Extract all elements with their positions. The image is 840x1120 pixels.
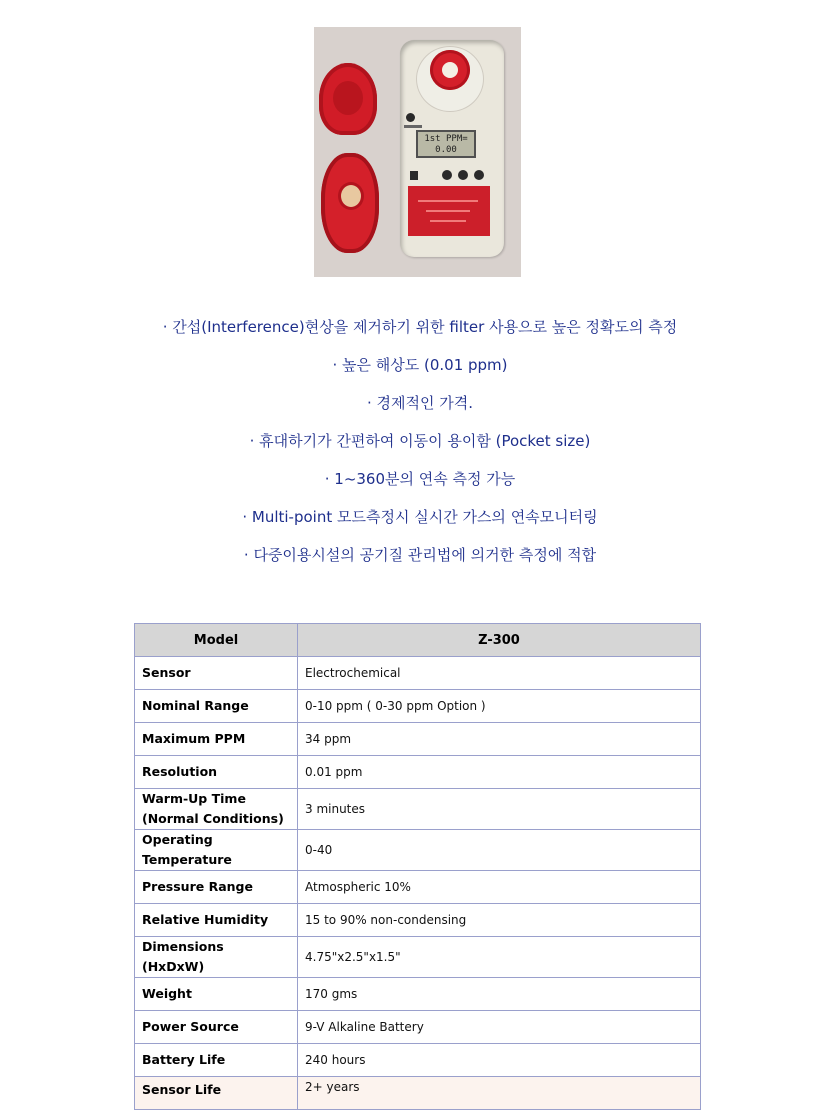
spec-label: Maximum PPM — [135, 723, 298, 756]
spec-label: Pressure Range — [135, 871, 298, 904]
feature-item: · Multi-point 모드측정시 실시간 가스의 연속모니터링 — [242, 508, 598, 526]
spec-label: Power Source — [135, 1011, 298, 1044]
spec-value: 9-V Alkaline Battery — [298, 1011, 701, 1044]
spec-value: 15 to 90% non-condensing — [298, 904, 701, 937]
power-button-icon — [406, 113, 415, 122]
spec-value: 0-40 — [298, 830, 701, 871]
filter-disc — [341, 185, 361, 207]
feature-item: · 다중이용시설의 공기질 관리법에 의거한 측정에 적합 — [243, 546, 597, 564]
feature-item: · 경제적인 가격. — [366, 394, 473, 412]
keypad-button-icon — [442, 170, 452, 180]
keypad-button-icon — [458, 170, 468, 180]
keypad-button-icon — [474, 170, 484, 180]
table-row — [135, 1011, 701, 1044]
spec-label: Weight — [135, 978, 298, 1011]
power-label-mark — [404, 125, 422, 128]
spec-value: 4.75"x2.5"x1.5" — [298, 937, 701, 978]
feature-item: · 휴대하기가 간편하여 이동이 용이함 (Pocket size) — [249, 432, 591, 450]
cap-body — [321, 153, 379, 253]
spec-label: Relative Humidity — [135, 904, 298, 937]
spec-label: Nominal Range — [135, 690, 298, 723]
table-row — [135, 756, 701, 789]
brand-label-plate — [408, 186, 490, 236]
spec-label-line-1: Warm-Up Time — [142, 791, 246, 806]
spec-value: 3 minutes — [298, 789, 701, 830]
spec-value: 240 hours — [298, 1044, 701, 1077]
spec-label: Operating Temperature — [135, 830, 298, 871]
spec-label: Sensor — [135, 657, 298, 690]
spec-value: 170 gms — [298, 978, 701, 1011]
spec-label: Sensor Life — [135, 1077, 298, 1110]
table-row — [135, 937, 701, 978]
table-row — [135, 723, 701, 756]
feature-item: · 1~360분의 연속 측정 가능 — [324, 470, 516, 488]
table-row — [135, 904, 701, 937]
spec-label: Resolution — [135, 756, 298, 789]
table-row — [135, 789, 701, 830]
feature-item: · 간섭(Interference)현상을 제거하기 위한 filter 사용으로 높은 정확도의 측정 — [162, 318, 678, 336]
table-row — [135, 657, 701, 690]
spec-label: Dimensions (HxDxW) — [135, 937, 298, 978]
spec-label: Battery Life — [135, 1044, 298, 1077]
cap-lid — [319, 63, 377, 135]
table-header-row — [135, 624, 701, 657]
table-row — [135, 978, 701, 1011]
gas-meter-device — [400, 40, 504, 257]
spec-value: 2+ years — [298, 1077, 701, 1110]
lcd-line-2: 0.00 — [435, 145, 457, 155]
spec-table — [134, 623, 701, 1110]
spec-value: 34 ppm — [298, 723, 701, 756]
model-header-label: Model — [135, 624, 298, 657]
mounted-filter-cap — [430, 50, 470, 90]
feature-list — [0, 318, 840, 584]
product-photo — [314, 27, 521, 277]
feature-item: · 높은 해상도 (0.01 ppm) — [332, 356, 508, 374]
detached-filter-cap — [319, 63, 381, 223]
table-row — [135, 830, 701, 871]
spec-value: 0-10 ppm ( 0-30 ppm Option ) — [298, 690, 701, 723]
spec-label-line-2: (Normal Conditions) — [142, 811, 284, 826]
table-row — [135, 1044, 701, 1077]
lcd-display — [416, 130, 476, 158]
sensor-housing — [416, 46, 484, 112]
spec-label — [135, 789, 298, 830]
lcd-line-1: 1st PPM= — [424, 134, 468, 144]
spec-value: Atmospheric 10% — [298, 871, 701, 904]
table-row — [135, 1077, 701, 1110]
model-header-value: Z-300 — [298, 624, 701, 657]
spec-value: 0.01 ppm — [298, 756, 701, 789]
table-row — [135, 871, 701, 904]
spec-value: Electrochemical — [298, 657, 701, 690]
enter-key-icon — [410, 171, 418, 180]
table-row — [135, 690, 701, 723]
